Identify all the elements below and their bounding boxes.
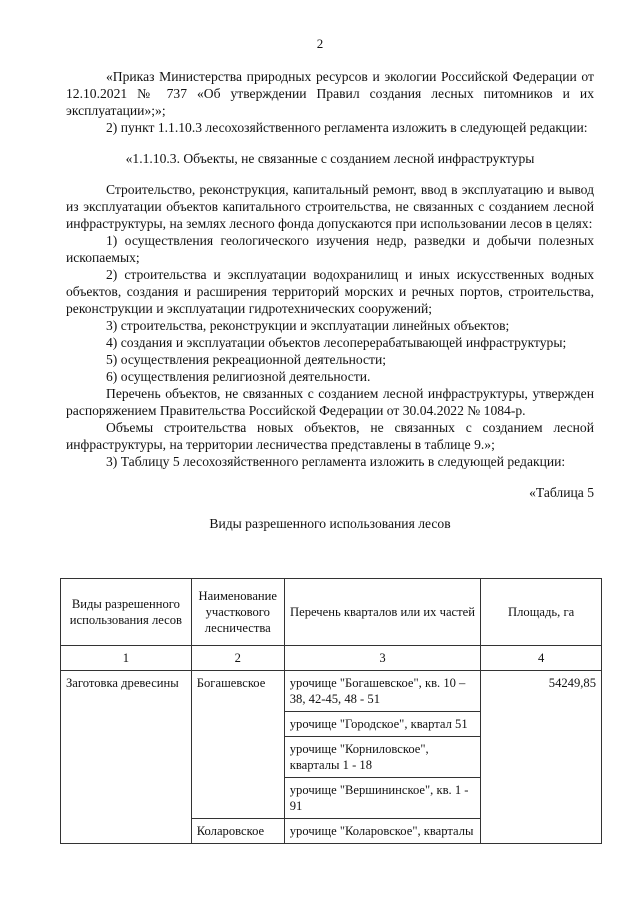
- quarters-cell: урочище "Корниловское", кварталы 1 - 18: [284, 737, 481, 778]
- column-number: 2: [191, 646, 284, 671]
- paragraph: Строительство, реконструкция, капитальный ремонт, ввод в эксплуатацию и вывод из эксплуатации объектов капитального строительства, не связанных с созданием лесной инфраструктуры, на землях лесного фонда допускаются при использовании лесов в целях:: [66, 182, 594, 231]
- list-item: 1) осуществления геологического изучения недр, разведки и добычи полезных ископаемых;: [66, 233, 594, 265]
- column-number: 4: [481, 646, 602, 671]
- area-cell: 54249,85: [481, 671, 602, 844]
- quarters-cell: урочище "Богашевское", кв. 10 – 38, 42-45, 48 - 51: [284, 671, 481, 712]
- paragraph: «Приказ Министерства природных ресурсов и экологии Российской Федерации от 12.10.2021 № 737 «Об утверждении Правил создания лесных питомников и их эксплуатации»;»;: [66, 69, 594, 118]
- column-number: 3: [284, 646, 481, 671]
- column-number: 1: [61, 646, 192, 671]
- forestry-cell: Коларовское: [191, 819, 284, 844]
- column-header: Виды разрешенного использования лесов: [61, 579, 192, 646]
- table-reference: «Таблица 5: [529, 485, 594, 500]
- list-item: 5) осуществления рекреационной деятельности;: [106, 352, 387, 367]
- table-header-row: [61, 579, 602, 646]
- list-item: 3) строительства, реконструкции и эксплуатации линейных объектов;: [106, 318, 510, 333]
- page-number: 2: [316, 36, 324, 51]
- paragraph: 3) Таблицу 5 лесохозяйственного регламента изложить в следующей редакции:: [106, 454, 566, 469]
- column-header: Перечень кварталов или их частей: [284, 579, 481, 646]
- list-item: 4) создания и эксплуатации объектов лесоперерабатывающей инфраструктуры;: [106, 335, 567, 350]
- use-type-cell: Заготовка древесины: [61, 671, 192, 844]
- column-header: Площадь, га: [481, 579, 602, 646]
- table-title: Виды разрешенного использования лесов: [209, 516, 451, 531]
- quarters-cell: урочище "Городское", квартал 51: [284, 712, 481, 737]
- paragraph: Объемы строительства новых объектов, не связанных с созданием лесной инфраструктуры, на территории лесничества представлены в таблице 9.»;: [66, 420, 594, 452]
- column-header: Наименование участкового лесничества: [191, 579, 284, 646]
- column-number-row: [61, 646, 602, 671]
- quarters-cell: урочище "Вершининское", кв. 1 - 91: [284, 778, 481, 819]
- list-item: 2) строительства и эксплуатации водохранилищ и иных искусственных водных объектов, создания и расширения территорий морских и речных портов, строительства, реконструкции и эксплуатации гидротехнических сооружений;: [66, 267, 594, 316]
- section-heading: «1.1.10.3. Объекты, не связанные с созданием лесной инфраструктуры: [125, 151, 535, 166]
- document-body: [66, 68, 594, 532]
- forest-use-table: [60, 578, 602, 844]
- list-item: 6) осуществления религиозной деятельности.: [106, 369, 371, 384]
- paragraph: Перечень объектов, не связанных с созданием лесной инфраструктуры, утвержден распоряжением Правительства Российской Федерации от 30.04.2022 № 1084-р.: [66, 386, 594, 418]
- paragraph: 2) пункт 1.1.10.3 лесохозяйственного регламента изложить в следующей редакции:: [106, 120, 588, 135]
- table-row: [61, 671, 602, 712]
- quarters-cell: урочище "Коларовское", кварталы: [284, 819, 481, 844]
- forestry-cell: Богашевское: [191, 671, 284, 819]
